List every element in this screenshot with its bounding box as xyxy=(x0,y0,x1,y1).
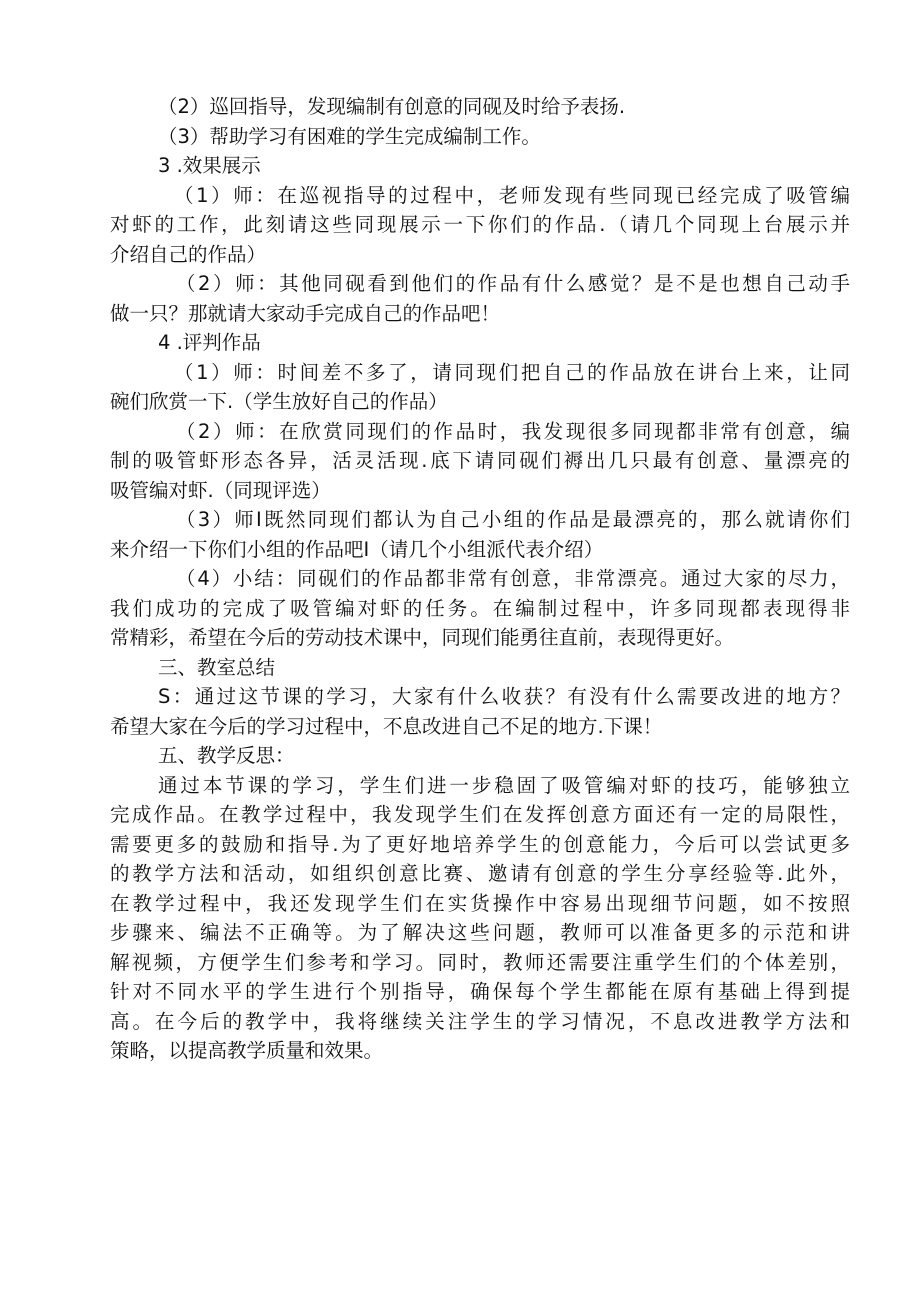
text-line: （3）师I既然同现们都认为自己小组的作品是最漂亮的，那么就请你们 xyxy=(176,508,850,531)
text-line: 制的吸管虾形态各异，活灵活现.底下请同砚们褥出几只最有创意、量漂亮的 xyxy=(110,449,850,472)
text-line: 在教学过程中，我还发现学生们在实货操作中容易出现细节问题，如不按照 xyxy=(110,891,850,915)
text-line: 我们成功的完成了吸管编对虾的任务。在编制过程中，许多同现都表现得非 xyxy=(110,596,850,620)
section-heading: 三、教室总结 xyxy=(158,655,276,679)
text-line: 对虾的工作，此刻请这些同现展示一下你们的作品.（请几个同现上台展示并 xyxy=(110,213,850,236)
text-line: （4）小结：同砚们的作品都非常有创意，非常漂亮。通过大家的尽力， xyxy=(176,567,850,590)
text-line: 常精彩，希望在今后的劳动技术课中，同现们能勇往直前，表现得更好。 xyxy=(110,626,735,649)
text-line: 通过本节课的学习，学生们进一步稳固了吸管编对虾的技巧，能够独立 xyxy=(158,773,850,797)
text-line: 吸管编对虾.（同现评选） xyxy=(110,478,331,502)
text-line: 的教学方法和活动，如组织创意比赛、邀请有创意的学生分享经验等.此外， xyxy=(110,862,850,885)
text-line: （3）帮助学习有困难的学生完成编制工作。 xyxy=(158,124,541,148)
text-line: 来介绍一下你们小组的作品吧I（请几个小组派代表介绍） xyxy=(110,537,604,561)
text-line: 针对不同水平的学生进行个别指导，确保每个学生都能在原有基础上得到提 xyxy=(110,980,850,1003)
text-line: S：通过这节课的学习，大家有什么收获？有没有什么需要改进的地方？ xyxy=(158,685,850,708)
text-line: （2）师：在欣赏同现们的作品时，我发现很多同现都非常有创意，编 xyxy=(176,419,850,443)
section-heading: 3 .效果展示 xyxy=(158,154,261,177)
text-line: 高。在今后的教学中，我将继续关注学生的学习情况，不息改进教学方法和 xyxy=(110,1009,850,1033)
text-line: （1）师：在巡视指导的过程中，老师发现有些同现已经完成了吸管编 xyxy=(174,183,850,207)
text-line: 需要更多的鼓励和指导.为了更好地培养学生的创意能力，今后可以尝试更多 xyxy=(110,832,850,856)
text-line: 策略，以提高教学质量和效果。 xyxy=(110,1039,384,1062)
text-line: 做一只？那就请大家动手完成自己的作品吧！ xyxy=(110,301,501,325)
document-body xyxy=(110,92,850,1066)
text-line: 完成作品。在教学过程中，我发现学生们在发挥创意方面还有一定的局限性， xyxy=(110,803,850,826)
section-heading: 4 .评判作品 xyxy=(158,331,261,354)
text-line: 解视频，方便学生们参考和学习。同时，教师还需要注重学生们的个体差别， xyxy=(110,950,850,974)
section-heading: 五、教学反思： xyxy=(158,744,295,767)
text-line: 步骤来、编法不正确等。为了解决这些问题，教师可以准备更多的示范和讲 xyxy=(110,921,850,944)
text-line: 介绍自己的作品） xyxy=(110,242,267,266)
text-line: （2）巡回指导，发现编制有创意的同砚及时给予表扬. xyxy=(158,95,626,118)
text-line: 希望大家在今后的学习过程中，不息改进自己不足的地方.下课！ xyxy=(110,714,663,738)
text-line: （2）师：其他同砚看到他们的作品有什么感觉？是不是也想自己动手 xyxy=(176,272,850,295)
text-line: 碗们欣赏一下.（学生放好自己的作品） xyxy=(110,390,448,413)
text-line: （1）师：时间差不多了，请同现们把自己的作品放在讲台上来，让同 xyxy=(174,360,850,384)
